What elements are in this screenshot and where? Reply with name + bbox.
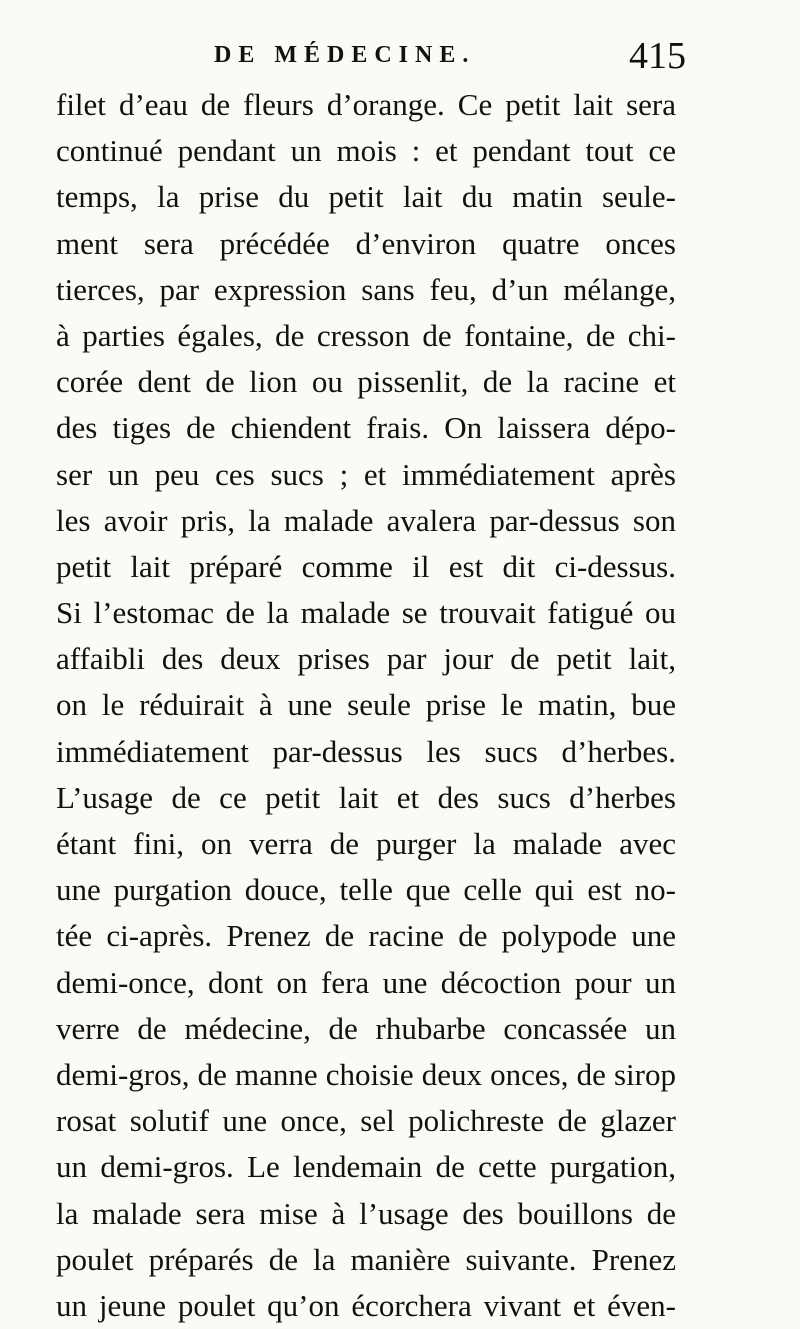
text-line: étant fini, on verra de purger la malade avec — [56, 826, 676, 861]
text-line: filet d’eau de fleurs d’orange. Ce petit lait sera — [56, 87, 676, 122]
text-line: des tiges de chiendent frais. On laissera dépo- — [56, 410, 676, 446]
text-line: demi-once, dont on fera une décoction pour un — [56, 964, 676, 1000]
text-line: tée ci-après. Prenez de racine de polypode une — [56, 918, 676, 954]
text-line: demi-gros, de manne choisie deux onces, de sirop — [56, 1056, 676, 1092]
text-line: une purgation douce, telle que celle qui est no- — [56, 872, 676, 908]
text-line: affaibli des deux prises par jour de petit lait, — [56, 641, 676, 677]
text-line: L’usage de ce petit lait et des sucs d’herbes — [56, 779, 676, 815]
text-line: petit lait préparé comme il est dit ci-dessus. — [56, 548, 676, 584]
text-line: ser un peu ces sucs ; et immédiatement après — [56, 456, 676, 492]
text-line: ment sera précédée d’environ quatre onces — [56, 225, 676, 261]
text-line: continué pendant un mois : et pendant tout ce — [56, 133, 676, 169]
text-line: poulet préparés de la manière suivante. Prenez — [56, 1241, 676, 1277]
text-line: temps, la prise du petit lait du matin seule- — [56, 179, 676, 215]
text-line: corée dent de lion ou pissenlit, de la racine et — [56, 364, 676, 400]
text-line: tierces, par expression sans feu, d’un mélange, — [56, 271, 676, 307]
text-line: un demi-gros. Le lendemain de cette purgation, — [56, 1149, 676, 1185]
text-line: à parties égales, de cresson de fontaine, de chi- — [56, 317, 676, 353]
text-line: immédiatement par-dessus les sucs d’herbes. — [56, 733, 676, 769]
text-line: rosat solutif une once, sel polichreste de glazer — [56, 1103, 676, 1139]
body-text — [56, 82, 676, 1329]
text-line: les avoir pris, la malade avalera par-dessus son — [56, 502, 676, 538]
text-line: verre de médecine, de rhubarbe concassée un — [56, 1010, 676, 1046]
text-line: la malade sera mise à l’usage des bouillons de — [56, 1195, 676, 1231]
text-line: un jeune poulet qu’on écorchera vivant et éven- — [56, 1287, 676, 1323]
running-title: DE MÉDECINE. — [214, 42, 476, 68]
page-number: 415 — [629, 35, 686, 77]
text-line: Si l’estomac de la malade se trouvait fatigué ou — [56, 595, 676, 631]
running-head — [56, 36, 696, 80]
text-line: on le réduirait à une seule prise le matin, bue — [56, 687, 676, 723]
